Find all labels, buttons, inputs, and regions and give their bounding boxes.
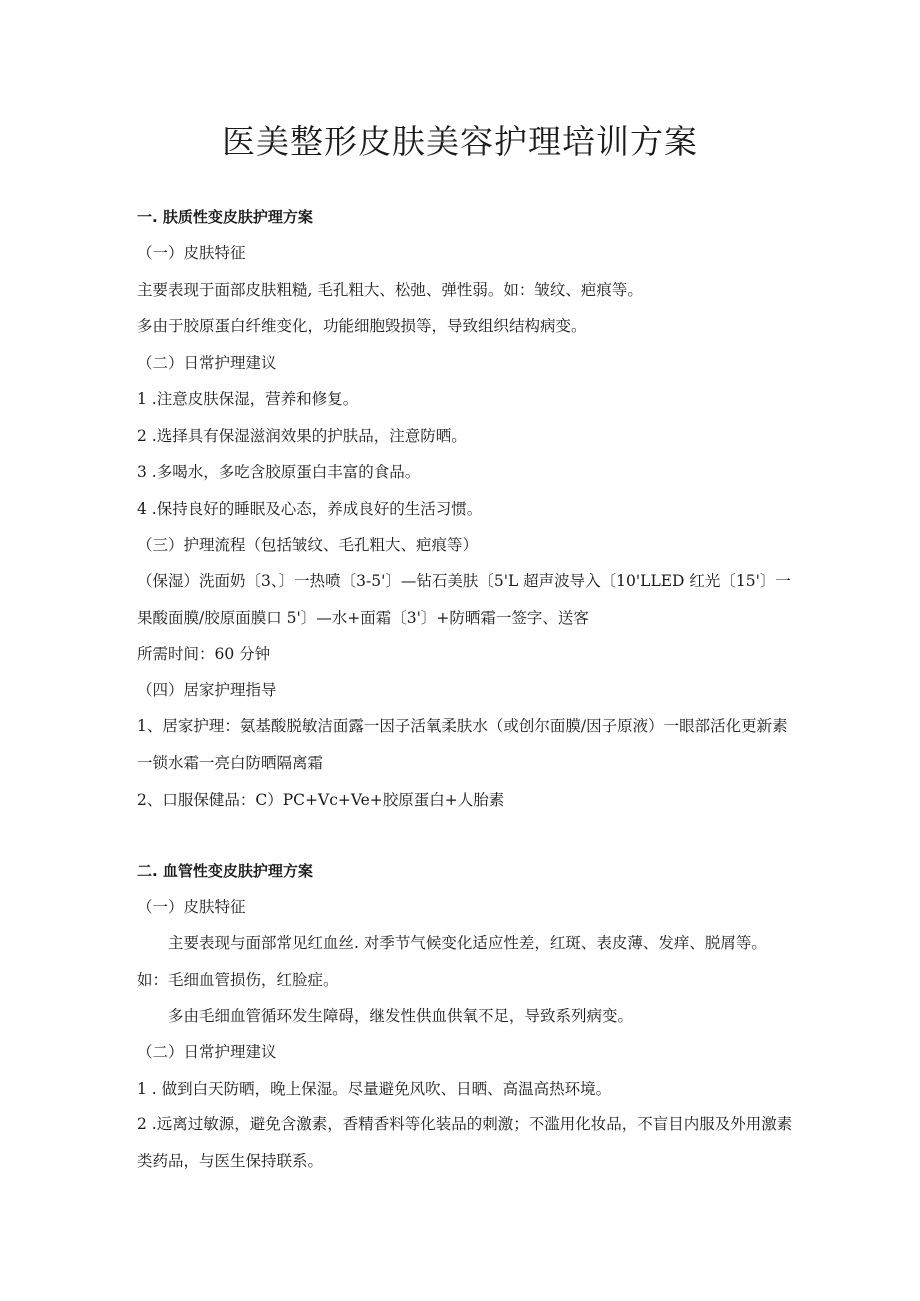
section2-p2: 多由毛细血管循环发生障碍，继发性供血供氧不足，导致系列病变。 <box>168 1007 634 1025</box>
section2-p1: 主要表现与面部常见红血丝. 对季节气候变化适应性差，红斑、表皮薄、发痒、脱屑等。如：毛细血管损伤，红脸症。 <box>137 934 767 989</box>
section1-p2: 多由于胶原蛋白纤维变化，功能细胞毁损等，导致组织结构病变。 <box>137 317 587 335</box>
section1-item-4: 4 .保持良好的睡眠及心态，养成良好的生活习惯。 <box>137 500 483 518</box>
section1-p1: 主要表现于面部皮肤粗糙, 毛孔粗大、松弛、弹性弱。如：皱纹、疤痕等。 <box>137 281 643 299</box>
section1-heading: 一. 肤质性变皮肤护理方案 <box>137 208 313 226</box>
section1-sub2: （二）日常护理建议 <box>137 354 277 372</box>
section1-sub3: （三）护理流程（包括皱纹、毛孔粗大、疤痕等） <box>137 536 479 554</box>
section1-item-1: 1 .注意皮肤保湿，营养和修复。 <box>137 390 359 408</box>
section2-sub2: （二）日常护理建议 <box>137 1043 277 1061</box>
section2-sub1: （一）皮肤特征 <box>137 898 246 916</box>
section1-time: 所需时间：60 分钟 <box>137 645 271 663</box>
section1-oral: 2、口服保健品：C）PC+Vc+Ve+胶原蛋白+人胎素 <box>137 791 505 809</box>
section1-item-3: 3 .多喝水，多吃含胶原蛋白丰富的食品。 <box>137 463 421 481</box>
section2-item-2: 2 .远离过敏源，避免含激素，香精香料等化装品的刺激；不滥用化妆品，不盲目内服及外用激素类药品，与医生保持联系。 <box>137 1115 793 1170</box>
document-title: 医美整形皮肤美容护理培训方案 <box>222 122 698 161</box>
section1-sub4: （四）居家护理指导 <box>137 681 277 699</box>
section1-sub1: （一）皮肤特征 <box>137 244 246 262</box>
section1-flow: （保湿）洗面奶〔3、〕一热喷〔3-5'〕—钻石美肤〔5'L 超声波导入〔10'LLED 红光〔15'〕一果酸面膜/胶原面膜口 5'〕—水+面霜〔3'〕+防晒霜一签字、送客 <box>137 572 791 627</box>
section2-item-1: 1 . 做到白天防晒，晚上保湿。尽量避免风吹、日晒、高温高热环境。 <box>137 1080 612 1098</box>
section1-item-2: 2 .选择具有保湿滋润效果的护肤品，注意防晒。 <box>137 427 467 445</box>
section1-home-care: 1、居家护理：氨基酸脱敏洁面露一因子活氧柔肤水（或创尔面膜/因子原液）一眼部活化更新素一锁水霜一亮白防晒隔离霜 <box>137 717 788 772</box>
section2-heading: 二. 血管性变皮肤护理方案 <box>137 862 313 880</box>
